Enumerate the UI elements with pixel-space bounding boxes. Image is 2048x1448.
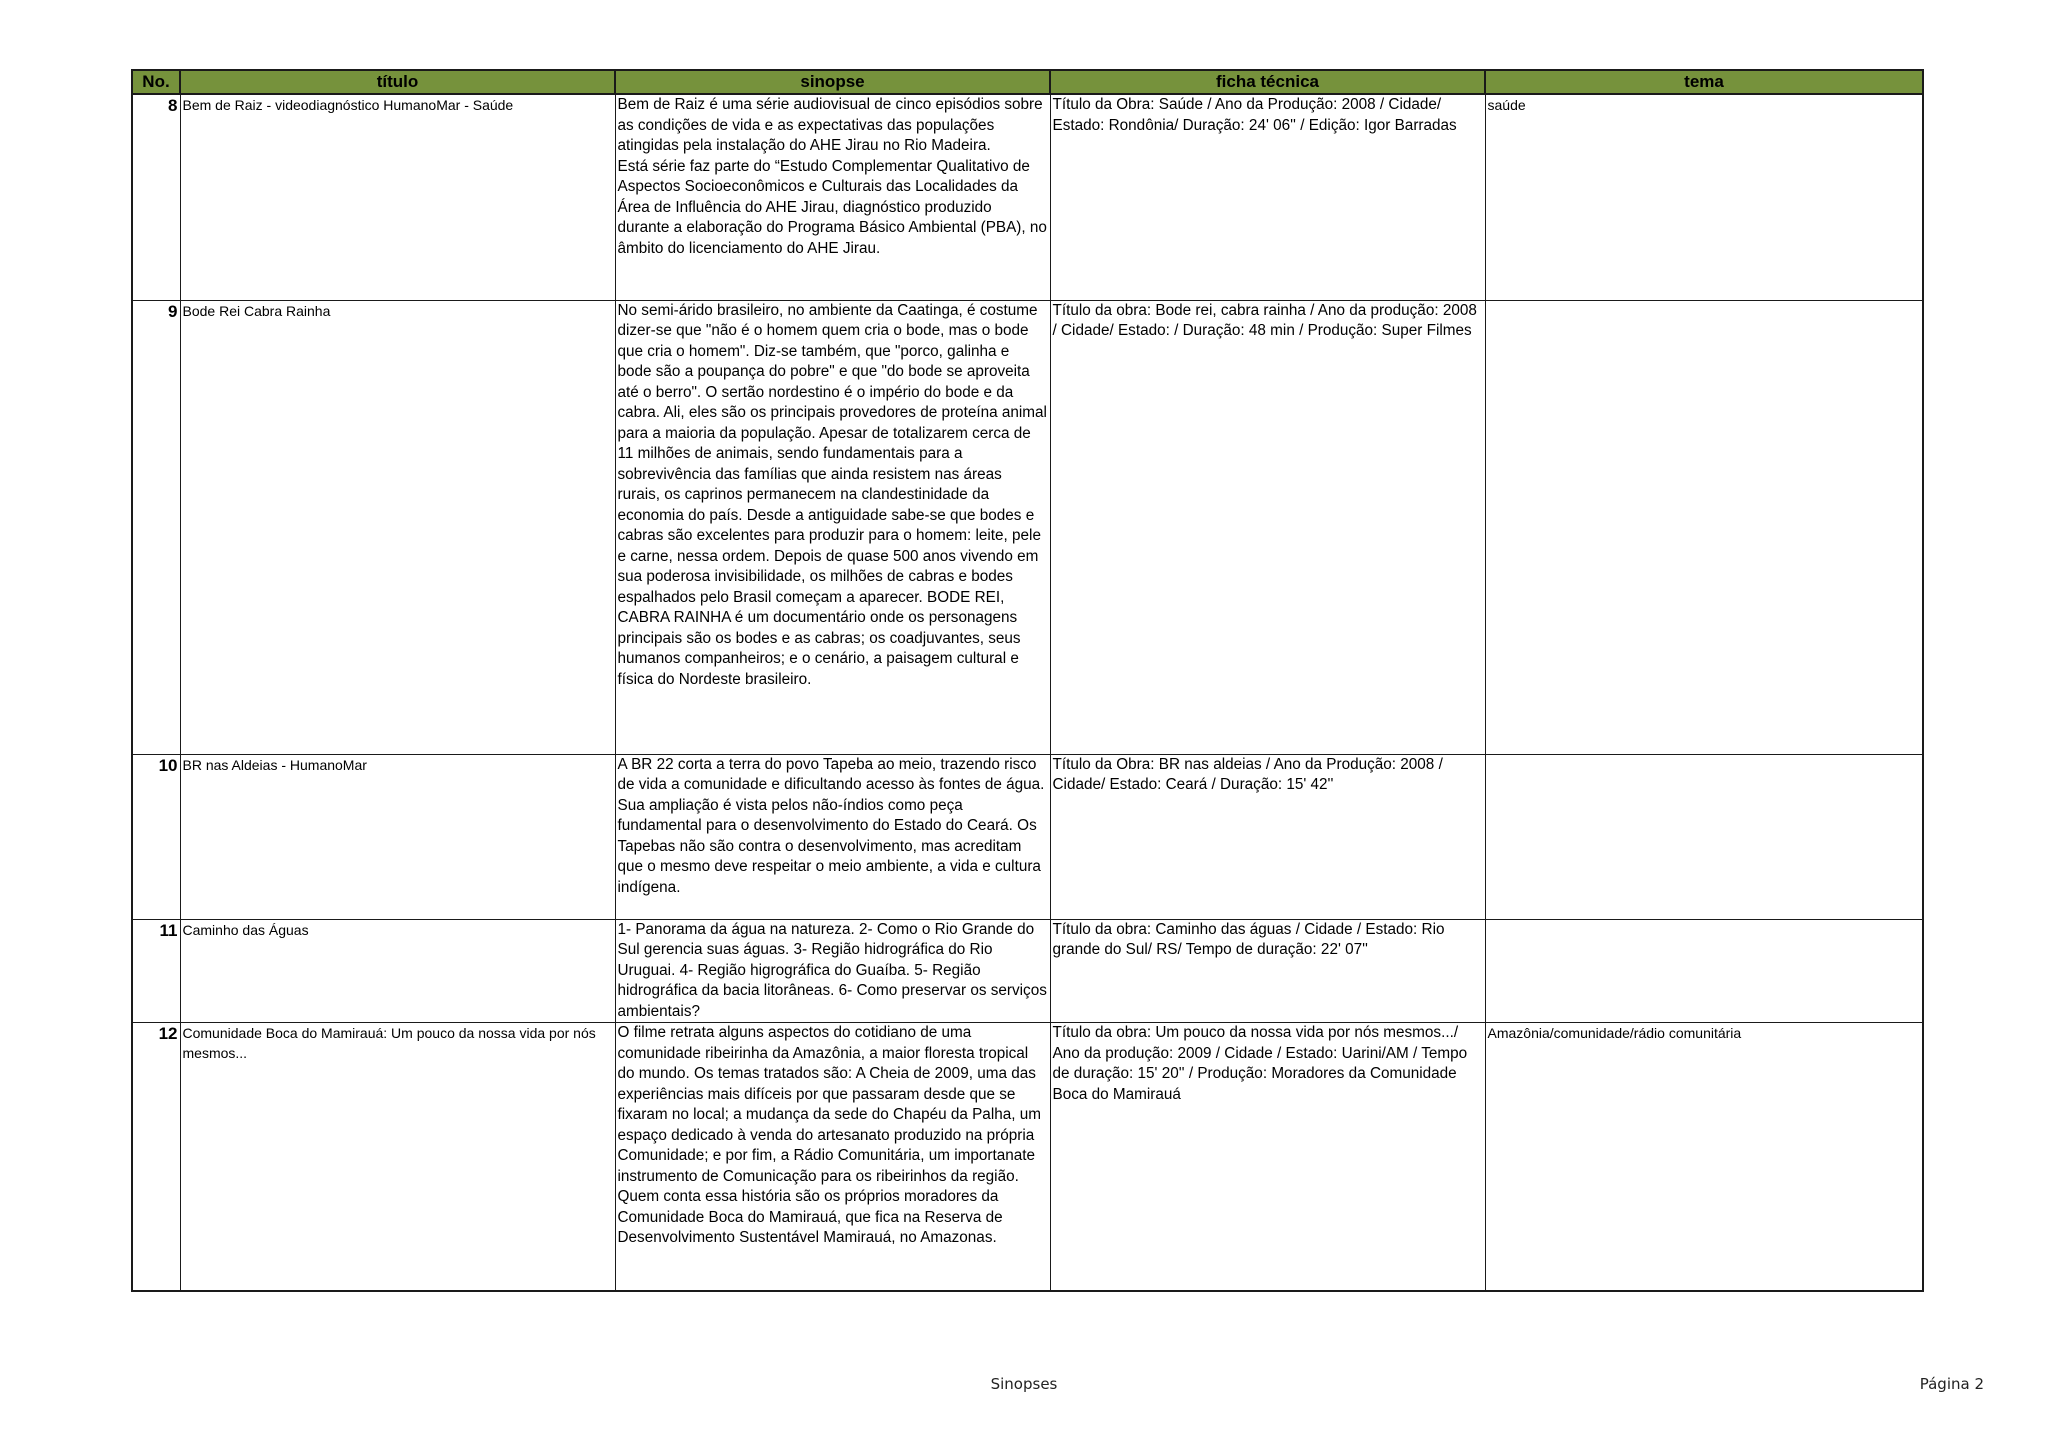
row-tema bbox=[1485, 754, 1923, 919]
row-number: 12 bbox=[132, 1023, 180, 1291]
row-ficha-tecnica: Título da Obra: Saúde / Ano da Produção: 2008 / Cidade/ Estado: Rondônia/ Duração: 24' 06'' / Edição: Igor Barradas bbox=[1050, 94, 1485, 300]
row-ficha-tecnica: Título da obra: Bode rei, cabra rainha / Ano da produção: 2008 / Cidade/ Estado: / Duração: 48 min / Produção: Super Filmes bbox=[1050, 300, 1485, 754]
row-number: 9 bbox=[132, 300, 180, 754]
row-sinopse: O filme retrata alguns aspectos do cotidiano de uma comunidade ribeirinha da Amazônia, a maior floresta tropical do mundo. Os temas tratados são: A Cheia de 2009, uma das experiências mais difíceis por que passaram desde que se fixaram no local; a mudança da sede do Chapéu da Palha, um espaço dedicado à venda do artesanato produzido na própria Comunidade; e por fim, a Rádio Comunitária, um importanate instrumento de Comunicação para os ribeirinhos da região. Quem conta essa história são os próprios moradores da Comunidade Boca do Mamirauá, que fica na Reserva de Desenvolvimento Sustentável Mamirauá, no Amazonas. bbox=[615, 1023, 1050, 1291]
row-tema bbox=[1485, 919, 1923, 1023]
row-tema bbox=[1485, 300, 1923, 754]
row-sinopse bbox=[615, 94, 1050, 300]
header-titulo: título bbox=[180, 70, 615, 94]
row-sinopse: A BR 22 corta a terra do povo Tapeba ao meio, trazendo risco de vida a comunidade e dificultando acesso às fontes de água. Sua ampliação é vista pelos não-índios como peça fundamental para o desenvolvimento do Estado do Ceará. Os Tapebas não são contra o desenvolvimento, mas acreditam que o mesmo deve respeitar o meio ambiente, a vida e cultura indígena. bbox=[615, 754, 1050, 919]
header-ficha-tecnica: ficha técnica bbox=[1050, 70, 1485, 94]
row-titulo: Comunidade Boca do Mamirauá: Um pouco da nossa vida por nós mesmos... bbox=[180, 1023, 615, 1291]
row-titulo: Bode Rei Cabra Rainha bbox=[180, 300, 615, 754]
row-titulo: BR nas Aldeias - HumanoMar bbox=[180, 754, 615, 919]
header-tema: tema bbox=[1485, 70, 1923, 94]
row-number: 8 bbox=[132, 94, 180, 300]
row-ficha-tecnica: Título da obra: Caminho das águas / Cidade / Estado: Rio grande do Sul/ RS/ Tempo de duração: 22' 07'' bbox=[1050, 919, 1485, 1023]
row-sinopse: No semi-árido brasileiro, no ambiente da Caatinga, é costume dizer-se que "não é o homem quem cria o bode, mas o bode que cria o homem". Diz-se também, que "porco, galinha e bode são a poupança do pobre" e que "do bode se aproveita até o berro". O sertão nordestino é o império do bode e da cabra. Ali, eles são os principais provedores de proteína animal para a maioria da população. Apesar de totalizarem cerca de 11 milhões de animais, sendo fundamentais para a sobrevivência das famílias que ainda resistem nas áreas rurais, os caprinos permanecem na clandestinidade da economia do país. Desde a antiguidade sabe-se que bodes e cabras são excelentes para produzir para o homem: leite, pele e carne, nessa ordem. Depois de quase 500 anos vivendo em sua poderosa invisibilidade, os milhões de cabras e bodes espalhados pelo Brasil começam a aparecer. BODE REI, CABRA RAINHA é um documentário onde os personagens principais são os bodes e as cabras; os coadjuvantes, seus humanos companheiros; e o cenário, a paisagem cultural e física do Nordeste brasileiro. bbox=[615, 300, 1050, 754]
sinopse-text: Bem de Raiz é uma série audiovisual de cinco episódios sobre as condições de vida e as expectativas das populações atingidas pela instalação do AHE Jirau no Rio Madeira. Está série faz parte do “Estudo Complementar Qualitativo de Aspectos Socioeconômicos e Culturais das Localidades da Área de Influência do AHE Jirau, diagnóstico produzido durante a elaboração do Programa Básico Ambiental (PBA), no âmbito do licenciamento do AHE Jirau. bbox=[617, 96, 1047, 257]
row-titulo: Bem de Raiz - videodiagnóstico HumanoMar - Saúde bbox=[180, 94, 615, 300]
row-ficha-tecnica: Título da obra: Um pouco da nossa vida por nós mesmos.../ Ano da produção: 2009 / Cidade / Estado: Uarini/AM / Tempo de duração: 15' 20'' / Produção: Moradores da Comunidade Boca do Mamirauá bbox=[1050, 1023, 1485, 1291]
row-tema: Amazônia/comunidade/rádio comunitária bbox=[1485, 1023, 1923, 1291]
row-tema: saúde bbox=[1485, 94, 1923, 300]
row-number: 10 bbox=[132, 754, 180, 919]
table-row bbox=[132, 919, 1923, 1023]
header-sinopse: sinopse bbox=[615, 70, 1050, 94]
row-titulo: Caminho das Águas bbox=[180, 919, 615, 1023]
table-row bbox=[132, 300, 1923, 754]
header-no: No. bbox=[132, 70, 180, 94]
table-row bbox=[132, 94, 1923, 300]
table-row bbox=[132, 1023, 1923, 1291]
row-number: 11 bbox=[132, 919, 180, 1023]
synopsis-table bbox=[131, 69, 1924, 1292]
row-sinopse: 1- Panorama da água na natureza. 2- Como o Rio Grande do Sul gerencia suas águas. 3- Região hidrográfica do Rio Uruguai. 4- Região higrográfica do Guaíba. 5- Região hidrográfica da bacia litorâneas. 6- Como preservar os serviços ambientais? bbox=[615, 919, 1050, 1023]
table-row bbox=[132, 754, 1923, 919]
header-row bbox=[132, 70, 1923, 94]
row-ficha-tecnica: Título da Obra: BR nas aldeias / Ano da Produção: 2008 / Cidade/ Estado: Ceará / Duração: 15' 42'' bbox=[1050, 754, 1485, 919]
footer-page-number: Página 2 bbox=[1919, 1375, 1984, 1393]
footer-sheet-name: Sinopses bbox=[990, 1375, 1058, 1393]
